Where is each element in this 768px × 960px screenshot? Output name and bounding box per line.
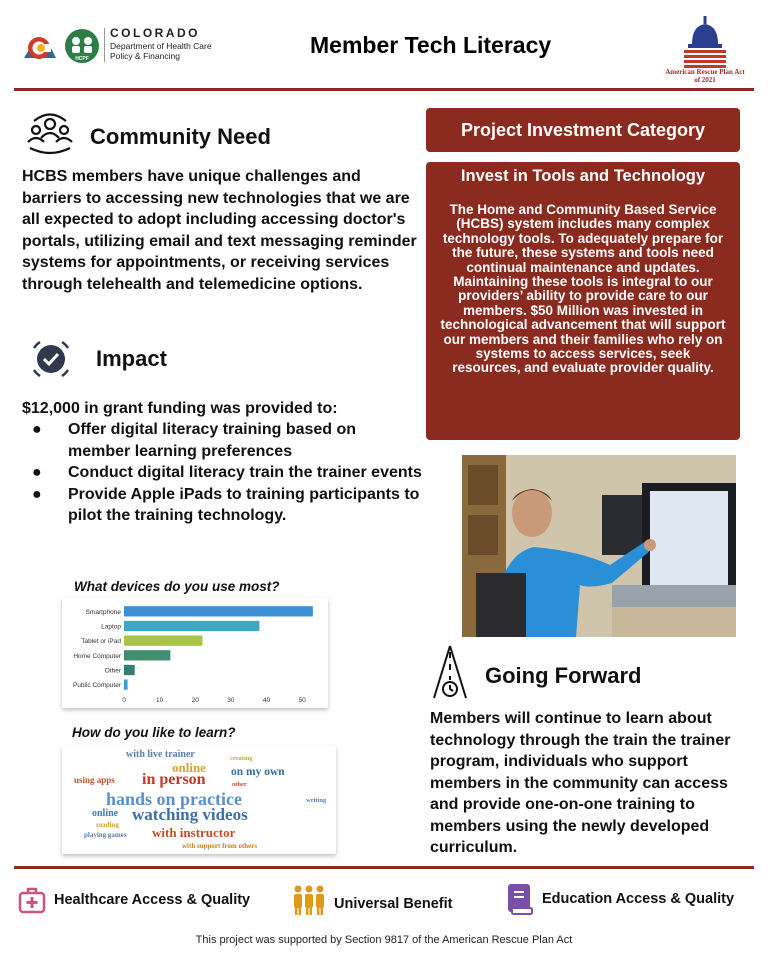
bullet-marker: ● [32,485,42,503]
devices-chart-card [62,598,328,708]
community-need-title: Community Need [90,124,271,149]
category-label: Other [104,667,121,675]
footer-label: Universal Benefit [334,896,453,912]
cloud-word: online [172,760,206,775]
footer-label: Education Access & Quality [542,891,735,907]
page-title: Member Tech Literacy [310,32,552,58]
impact-bullet-list [22,419,422,527]
department-name: Department of Health Care Policy & Financing [110,41,212,61]
category-label: Public Computer [72,682,121,690]
investment-category-header: Project Investment Category [426,108,740,152]
bar-tablet-or-ipad [124,636,202,646]
x-tick-label: 30 [227,697,235,704]
footer-item-universal [292,884,452,916]
colorado-hcpf-logo [22,26,212,66]
page-header [0,0,768,92]
category-label: Tablet or iPad [81,638,121,646]
footer-divider [14,866,754,869]
bullet-marker: ● [32,464,42,481]
header-divider [14,88,754,91]
x-tick-label: 50 [298,697,306,704]
footer-item-healthcare [18,886,250,914]
bar-home-computer [124,650,170,660]
bar-smartphone [124,606,313,616]
book-icon [506,882,534,916]
x-tick-label: 0 [122,697,126,704]
people-group-icon [292,884,326,916]
cloud-word: hands on practice [106,789,243,809]
going-forward-title: Going Forward [485,663,642,688]
learn-cloud-caption: How do you like to learn? [72,725,236,740]
list-item [22,462,422,484]
cloud-word: playing games [84,831,127,839]
cloud-word: watching videos [132,805,248,824]
cloud-word: writing [306,797,327,804]
hcpf-badge-text: HCPF [75,56,89,62]
colorado-wordmark: COLORADO [110,26,200,40]
bar-public-computer [124,680,128,690]
devices-bar-chart [62,598,328,708]
impact-lead-text: $12,000 in grant funding was provided to: [22,400,338,417]
impact-bullet-text: Provide Apple iPads to training participants to pilot the training technology. [68,485,420,524]
bar-other [124,665,135,675]
x-tick-label: 10 [156,697,164,704]
devices-chart-caption: What devices do you use most? [74,579,280,594]
impact-bullet-text: Offer digital literacy training based on member learning preferences [68,421,357,460]
impact-bullet-text: Conduct digital literacy train the trainer events [68,464,422,481]
road-ahead-icon [430,644,470,700]
cloud-word: with live trainer [126,749,195,760]
investment-category-card [426,162,740,440]
cloud-word: reading [96,821,119,829]
footer-item-education [506,882,734,916]
list-item [22,484,422,527]
going-forward-text: Members will continue to learn about technology through the train the trainer program, individuals who support members in the community can access and provide one-on-one training to members using the newly developed curriculum. [430,710,731,856]
impact-title: Impact [96,346,167,371]
x-tick-label: 40 [262,697,271,704]
bar-laptop [124,621,259,631]
category-label: Laptop [101,623,121,631]
photo-illustration [462,455,736,637]
cloud-word: online [92,808,119,819]
colorado-c-logo-icon [22,28,58,64]
cloud-word: with instructor [152,825,236,840]
medical-kit-icon [18,886,46,914]
x-tick-label: 20 [191,697,199,704]
investment-description: The Home and Community Based Service (HCBS) system includes many complex technology tools. To adequately prepare for the future, these systems and tools need continual maintenance and updates. Maintaining these tools is integral to our providers’ ability to provide care to our members. $50 Million was invested in technological advancement that will support our members and their families who rely on systems to access services, seek resources, and evaluate provider quality. [440,202,726,376]
cloud-word: in person [142,771,206,788]
cloud-word: with support from others [182,842,258,850]
cloud-word: other [232,781,247,788]
hcpf-badge-icon [64,28,100,64]
category-label: Home Computer [73,652,121,660]
footer-label: Healthcare Access & Quality [54,892,251,908]
investment-category-title: Invest in Tools and Technology [460,167,706,185]
target-check-icon [26,334,76,384]
logo-divider [104,28,105,62]
community-need-text: HCBS members have unique challenges and barriers to accessing new technologies that we are all expected to adopt including accessing doctor's portals, utilizing email and text messaging reminder systems for appointments, or receiving services through telehealth and telemedicine options. [22,168,417,293]
list-item [22,419,422,462]
funding-note: This project was supported by Section 9817 of the American Rescue Plan Act [195,934,573,946]
community-group-icon [24,112,76,160]
bullet-marker: ● [32,421,42,438]
category-label: Smartphone [85,608,121,616]
learn-word-cloud [62,746,336,854]
cloud-word: using apps [74,775,115,785]
person-at-computer-photo [462,455,736,637]
cloud-word: creating [230,755,253,762]
cloud-word: on my own [231,766,285,778]
arp-logo-caption: American Rescue Plan Act of 2021 [665,68,745,84]
